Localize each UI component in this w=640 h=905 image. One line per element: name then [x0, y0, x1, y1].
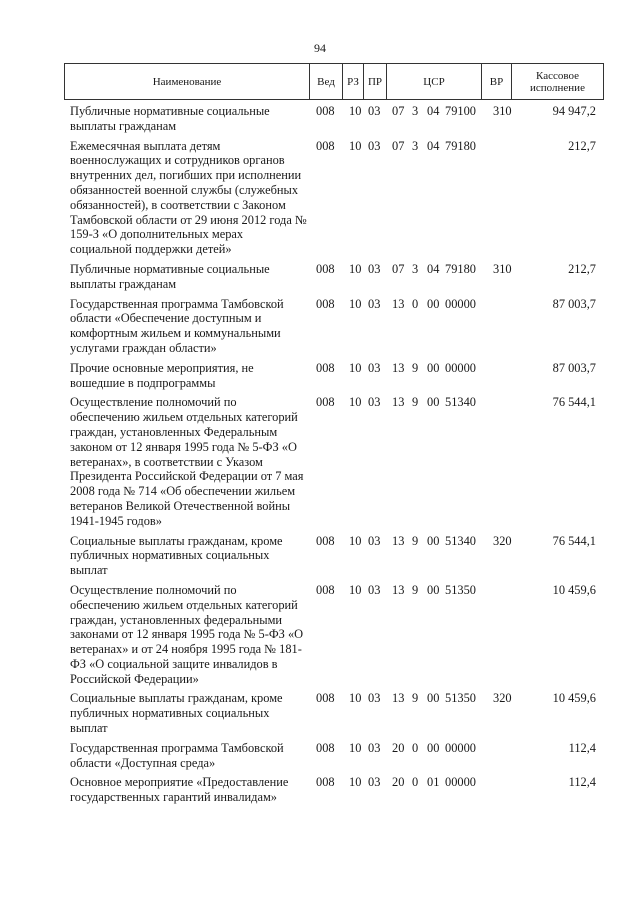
row-vr: 310: [493, 261, 512, 276]
row-name: Прочие основные мероприятия, не вошедшие в подпрограммы: [70, 360, 254, 390]
row-csr-direction: 51340: [445, 533, 476, 548]
table-row: [64, 741, 604, 771]
column-header-ved: Вед: [317, 75, 335, 88]
row-csr-subprogram: 0: [412, 775, 419, 790]
row-csr-program: 07: [392, 104, 405, 118]
row-ved: 008: [316, 104, 335, 118]
row-csr-direction: 79180: [445, 261, 476, 276]
row-ved: 008: [316, 691, 335, 706]
row-csr-program: 20: [392, 740, 405, 755]
row-csr-program: 13: [392, 582, 405, 597]
row-csr-activity: 00: [427, 582, 440, 597]
table-row: [64, 262, 604, 292]
row-amount: 10 459,6: [552, 582, 596, 597]
row-pr: 03: [368, 104, 381, 118]
row-csr-activity: 00: [427, 740, 440, 755]
row-name: Социальные выплаты гражданам, кроме публичных нормативных социальных выплат: [70, 533, 283, 578]
row-csr-subprogram: 9: [412, 395, 419, 410]
row-csr-direction: 51340: [445, 395, 476, 410]
row-ved: 008: [316, 360, 335, 375]
row-name: Государственная программа Тамбовской области «Доступная среда»: [70, 740, 284, 770]
row-rz: 10: [349, 395, 362, 410]
row-csr-direction: 00000: [445, 296, 476, 311]
row-ved: 008: [316, 582, 335, 597]
row-csr-direction: 51350: [445, 582, 476, 597]
row-amount: 87 003,7: [552, 360, 596, 375]
row-csr-activity: 00: [427, 691, 440, 706]
row-csr-activity: 00: [427, 395, 440, 410]
table-row: [64, 395, 604, 528]
row-pr: 03: [368, 261, 381, 276]
row-ved: 008: [316, 296, 335, 311]
column-header-amount-line1: Кассовое: [536, 69, 579, 82]
table-body: [64, 104, 604, 810]
table-header: [64, 63, 604, 100]
column-header-csr: ЦСР: [423, 75, 445, 88]
row-csr-direction: 00000: [445, 360, 476, 375]
row-csr-subprogram: 9: [412, 533, 419, 548]
row-csr-activity: 01: [427, 775, 440, 790]
row-amount: 94 947,2: [552, 104, 596, 118]
table-row: [64, 139, 604, 257]
row-name: Осуществление полномочий по обеспечению жильем отдельных категорий граждан, установленных федеральными законами от 12 января 1995 года № 5-ФЗ «О ветеранах» и от 24 ноября 1995 года № 181-ФЗ «О социальной защите инвалидов в Российской Федерации»: [70, 582, 304, 686]
row-csr-activity: 00: [427, 360, 440, 375]
row-csr-direction: 51350: [445, 691, 476, 706]
row-csr-activity: 00: [427, 296, 440, 311]
column-header-amount-line2: исполнение: [530, 81, 585, 94]
row-csr-program: 13: [392, 296, 405, 311]
table-row: [64, 361, 604, 391]
row-rz: 10: [349, 138, 362, 153]
row-name: Государственная программа Тамбовской области «Обеспечение доступным и комфортным жильем и коммунальными услугами граждан области»: [70, 296, 284, 355]
row-pr: 03: [368, 691, 381, 706]
row-csr-subprogram: 9: [412, 691, 419, 706]
row-rz: 10: [349, 582, 362, 597]
row-csr-program: 20: [392, 775, 405, 790]
table-row: [64, 691, 604, 735]
row-csr-program: 13: [392, 691, 405, 706]
row-csr-program: 07: [392, 138, 405, 153]
row-pr: 03: [368, 395, 381, 410]
row-csr-subprogram: 3: [412, 104, 419, 118]
row-ved: 008: [316, 533, 335, 548]
table-row: [64, 775, 604, 805]
row-pr: 03: [368, 740, 381, 755]
row-ved: 008: [316, 138, 335, 153]
row-name: Основное мероприятие «Предоставление государственных гарантий инвалидам»: [70, 775, 289, 805]
row-amount: 112,4: [568, 775, 596, 790]
row-name: Ежемесячная выплата детям военнослужащих и сотрудников органов внутренних дел, погибших при исполнении обязанностей военной службы (служебных обязанностей), в соответствии с Законом Тамбовской области от 29 июня 2012 года № 159-З «О дополнительных мерах социальной поддержки детей»: [70, 138, 307, 257]
row-name: Осуществление полномочий по обеспечению жильем отдельных категорий граждан, установленных Федеральным законом от 12 января 1995 года № 5-ФЗ «О ветеранах», в соответствии с Указом Президента Российской Федерации от 7 мая 2008 года № 714 «Об обеспечении жильем ветеранов Великой Отечественной войны 1941-1945 годов»: [70, 395, 304, 528]
row-name: Социальные выплаты гражданам, кроме публичных нормативных социальных выплат: [70, 691, 283, 736]
row-vr: 310: [493, 104, 512, 118]
row-csr-activity: 00: [427, 533, 440, 548]
row-csr-activity: 04: [427, 104, 440, 118]
row-vr: 320: [493, 691, 512, 706]
row-rz: 10: [349, 360, 362, 375]
table-row: [64, 534, 604, 578]
row-name: Публичные нормативные социальные выплаты гражданам: [70, 104, 270, 133]
row-ved: 008: [316, 740, 335, 755]
row-csr-direction: 00000: [445, 775, 476, 790]
row-rz: 10: [349, 740, 362, 755]
row-pr: 03: [368, 775, 381, 790]
table-row: [64, 297, 604, 356]
row-pr: 03: [368, 360, 381, 375]
row-ved: 008: [316, 261, 335, 276]
row-amount: 76 544,1: [552, 395, 596, 410]
column-header-vr: ВР: [489, 75, 504, 88]
row-csr-subprogram: 9: [412, 360, 419, 375]
row-amount: 76 544,1: [552, 533, 596, 548]
row-ved: 008: [316, 775, 335, 790]
page-number: 94: [314, 41, 326, 55]
row-csr-subprogram: 3: [412, 138, 419, 153]
row-amount: 212,7: [568, 138, 596, 153]
row-csr-activity: 04: [427, 261, 440, 276]
row-rz: 10: [349, 775, 362, 790]
row-csr-program: 07: [392, 261, 405, 276]
row-rz: 10: [349, 691, 362, 706]
row-amount: 212,7: [568, 261, 596, 276]
row-name: Публичные нормативные социальные выплаты гражданам: [70, 261, 270, 291]
row-rz: 10: [349, 533, 362, 548]
row-csr-subprogram: 0: [412, 296, 419, 311]
row-csr-activity: 04: [427, 138, 440, 153]
row-rz: 10: [349, 104, 362, 118]
row-csr-direction: 79100: [445, 104, 476, 118]
row-csr-program: 13: [392, 360, 405, 375]
row-csr-program: 13: [392, 395, 405, 410]
column-header-amount: [512, 64, 603, 99]
row-csr-subprogram: 3: [412, 261, 419, 276]
row-csr-direction: 79180: [445, 138, 476, 153]
row-csr-subprogram: 9: [412, 582, 419, 597]
row-rz: 10: [349, 261, 362, 276]
row-pr: 03: [368, 533, 381, 548]
table-row: [64, 583, 604, 687]
row-pr: 03: [368, 296, 381, 311]
row-amount: 87 003,7: [552, 296, 596, 311]
row-pr: 03: [368, 582, 381, 597]
row-pr: 03: [368, 138, 381, 153]
column-header-rz: РЗ: [347, 75, 359, 88]
table-row: [64, 104, 604, 134]
row-amount: 112,4: [568, 740, 596, 755]
row-rz: 10: [349, 296, 362, 311]
row-csr-subprogram: 0: [412, 740, 419, 755]
column-header-name: Наименование: [152, 75, 222, 88]
row-vr: 320: [493, 533, 512, 548]
row-ved: 008: [316, 395, 335, 410]
row-amount: 10 459,6: [552, 691, 596, 706]
row-csr-direction: 00000: [445, 740, 476, 755]
column-header-pr: ПР: [367, 75, 383, 88]
row-csr-program: 13: [392, 533, 405, 548]
